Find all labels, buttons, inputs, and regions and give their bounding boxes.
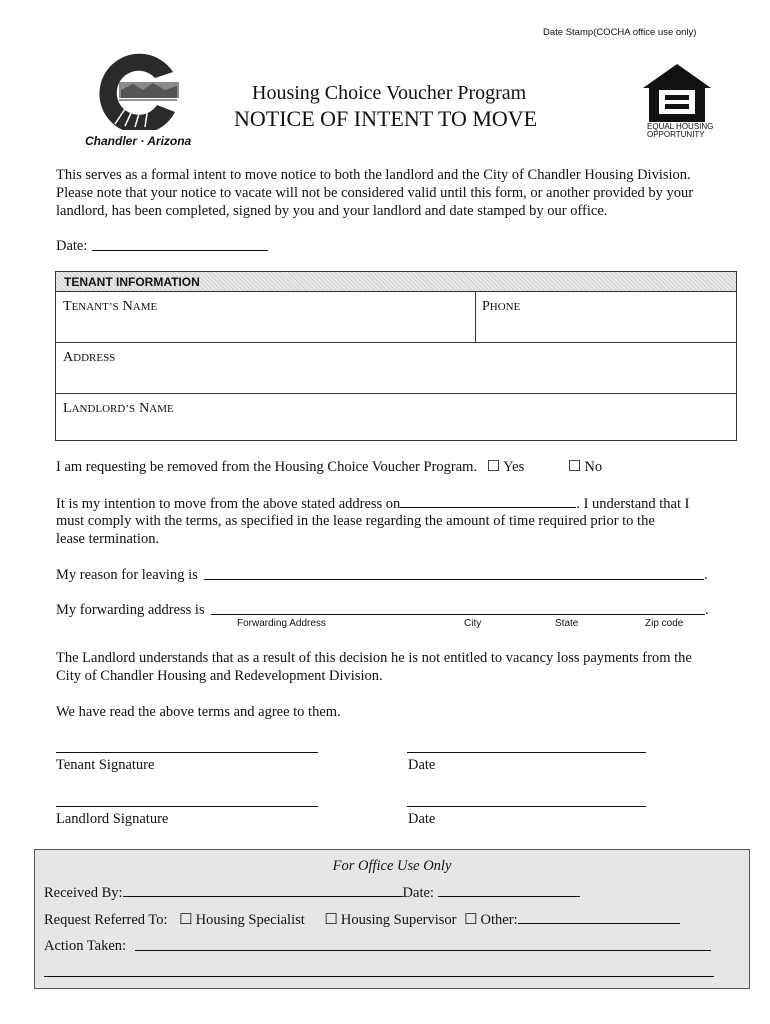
received-by-label: Received By: xyxy=(44,885,123,901)
date-field[interactable] xyxy=(92,250,268,251)
no-checkbox-box[interactable]: ☐ xyxy=(567,459,582,475)
removal-text: I am requesting be removed from the Housing Choice Voucher Program. xyxy=(56,459,478,475)
phone-label: P xyxy=(482,299,490,314)
sub-state: State xyxy=(555,618,579,629)
landlord-signature-label: Landlord Signature xyxy=(56,811,169,827)
tenant-name-label-rest: ENANT’S xyxy=(71,301,119,313)
supervisor-checkbox-box[interactable]: ☐ xyxy=(324,912,338,928)
no-label: No xyxy=(584,459,603,475)
landlord-name-field[interactable] xyxy=(63,399,723,435)
specialist-checkbox-box[interactable]: ☐ xyxy=(179,912,193,928)
landlord-notice-line-1: The Landlord understands that as a result of this decision he is not entitled to vacancy loss payments from the xyxy=(56,650,692,666)
landlord-date-field[interactable] xyxy=(407,806,646,807)
tenant-date-label: Date xyxy=(408,757,436,773)
supervisor-label: Housing Supervisor xyxy=(340,912,457,928)
eho-text-1: EQUAL HOUSING xyxy=(647,122,714,131)
received-row xyxy=(44,883,580,902)
landlord-name-label-rest: ANDLORD’S xyxy=(71,403,136,415)
intro-line-1: This serves as a formal intent to move notice to both the landlord and the City of Chandler Housing Division. xyxy=(56,167,691,183)
referred-to-label: Request Referred To: xyxy=(44,912,168,928)
intro-line-3: landlord, has been completed, signed by you and your landlord and date stamped by our office. xyxy=(56,203,608,219)
chandler-logo-icon xyxy=(85,50,197,130)
other-field[interactable] xyxy=(518,910,680,924)
program-title: Housing Choice Voucher Program xyxy=(252,82,527,104)
phone-label-rest: HONE xyxy=(489,301,521,313)
landlord-name-label-2-rest: AME xyxy=(149,403,174,415)
yes-checkbox[interactable] xyxy=(487,459,525,475)
address-field[interactable] xyxy=(63,348,723,388)
tenant-info-header xyxy=(56,272,736,292)
agree-text: We have read the above terms and agree to them. xyxy=(56,704,341,720)
other-checkbox[interactable] xyxy=(464,912,518,928)
chandler-logo xyxy=(85,50,197,150)
landlord-name-label: L xyxy=(63,401,72,416)
tenant-name-label: T xyxy=(63,299,72,314)
sub-zip: Zip code xyxy=(645,618,684,629)
tenant-signature-label: Tenant Signature xyxy=(56,757,155,773)
other-label: Other: xyxy=(480,912,518,928)
intention-line-3: lease termination. xyxy=(56,531,160,547)
sub-city: City xyxy=(464,618,482,629)
yes-checkbox-box[interactable]: ☐ xyxy=(486,459,501,475)
specialist-label: Housing Specialist xyxy=(195,912,305,928)
reason-field[interactable] xyxy=(204,579,704,580)
reason-period: . xyxy=(704,567,708,583)
action-taken-field[interactable] xyxy=(135,950,711,951)
phone-field[interactable] xyxy=(482,297,722,337)
logo-text: Chandler · Arizona xyxy=(85,134,192,148)
forwarding-address-field[interactable] xyxy=(211,614,705,615)
no-checkbox[interactable] xyxy=(568,459,602,475)
intention-text-2: . I understand that I xyxy=(576,496,690,512)
address-label: A xyxy=(63,350,74,365)
tenant-info-table xyxy=(55,271,737,441)
move-date-field[interactable] xyxy=(400,494,576,508)
forwarding-period: . xyxy=(705,602,709,618)
office-date-label: Date: xyxy=(402,885,434,901)
eho-text-2: OPPORTUNITY xyxy=(647,130,705,139)
action-taken-field-2[interactable] xyxy=(44,976,714,977)
office-title: For Office Use Only xyxy=(332,858,452,874)
tenant-date-field[interactable] xyxy=(407,752,646,753)
tenant-signature-field[interactable] xyxy=(56,752,318,753)
forwarding-label: My forwarding address is xyxy=(56,602,205,618)
tenant-info-header-text: TENANT INFORMATION xyxy=(64,275,200,289)
supervisor-checkbox[interactable] xyxy=(324,912,456,928)
landlord-date-label: Date xyxy=(408,811,436,827)
landlord-notice-line-2: City of Chandler Housing and Redevelopment Division. xyxy=(56,668,383,684)
address-label-rest: DDRESS xyxy=(73,352,116,364)
referred-row xyxy=(44,910,680,929)
landlord-name-label-2: N xyxy=(139,401,150,416)
tenant-name-label-2: N xyxy=(122,299,133,314)
other-checkbox-box[interactable]: ☐ xyxy=(464,912,478,928)
intention-line-1 xyxy=(56,494,689,513)
intention-line-2: must comply with the terms, as specified in the lease regarding the amount of time required prior to the xyxy=(56,513,655,529)
intro-line-2: Please note that your notice to vacate will not be considered valid until this form, or another provided by your xyxy=(56,185,694,201)
action-taken-label: Action Taken: xyxy=(44,938,127,954)
sub-forwarding-address: Forwarding Address xyxy=(237,618,326,629)
yes-label: Yes xyxy=(503,459,525,475)
equal-housing-logo xyxy=(641,62,713,142)
notice-title: NOTICE OF INTENT TO MOVE xyxy=(234,106,538,131)
equal-housing-icon xyxy=(641,62,713,124)
landlord-signature-field[interactable] xyxy=(56,806,318,807)
reason-label: My reason for leaving is xyxy=(56,567,198,583)
office-date-field[interactable] xyxy=(438,883,580,897)
date-stamp-label: Date Stamp(COCHA office use only) xyxy=(543,27,697,38)
received-by-field[interactable] xyxy=(123,883,403,897)
office-use-box xyxy=(34,849,750,989)
date-label: Date: xyxy=(56,238,88,254)
removal-row xyxy=(56,458,602,476)
tenant-name-label-2-rest: AME xyxy=(132,301,158,313)
intention-text: It is my intention to move from the above stated address on xyxy=(56,496,401,512)
specialist-checkbox[interactable] xyxy=(179,912,305,928)
tenant-name-field[interactable] xyxy=(63,297,468,337)
